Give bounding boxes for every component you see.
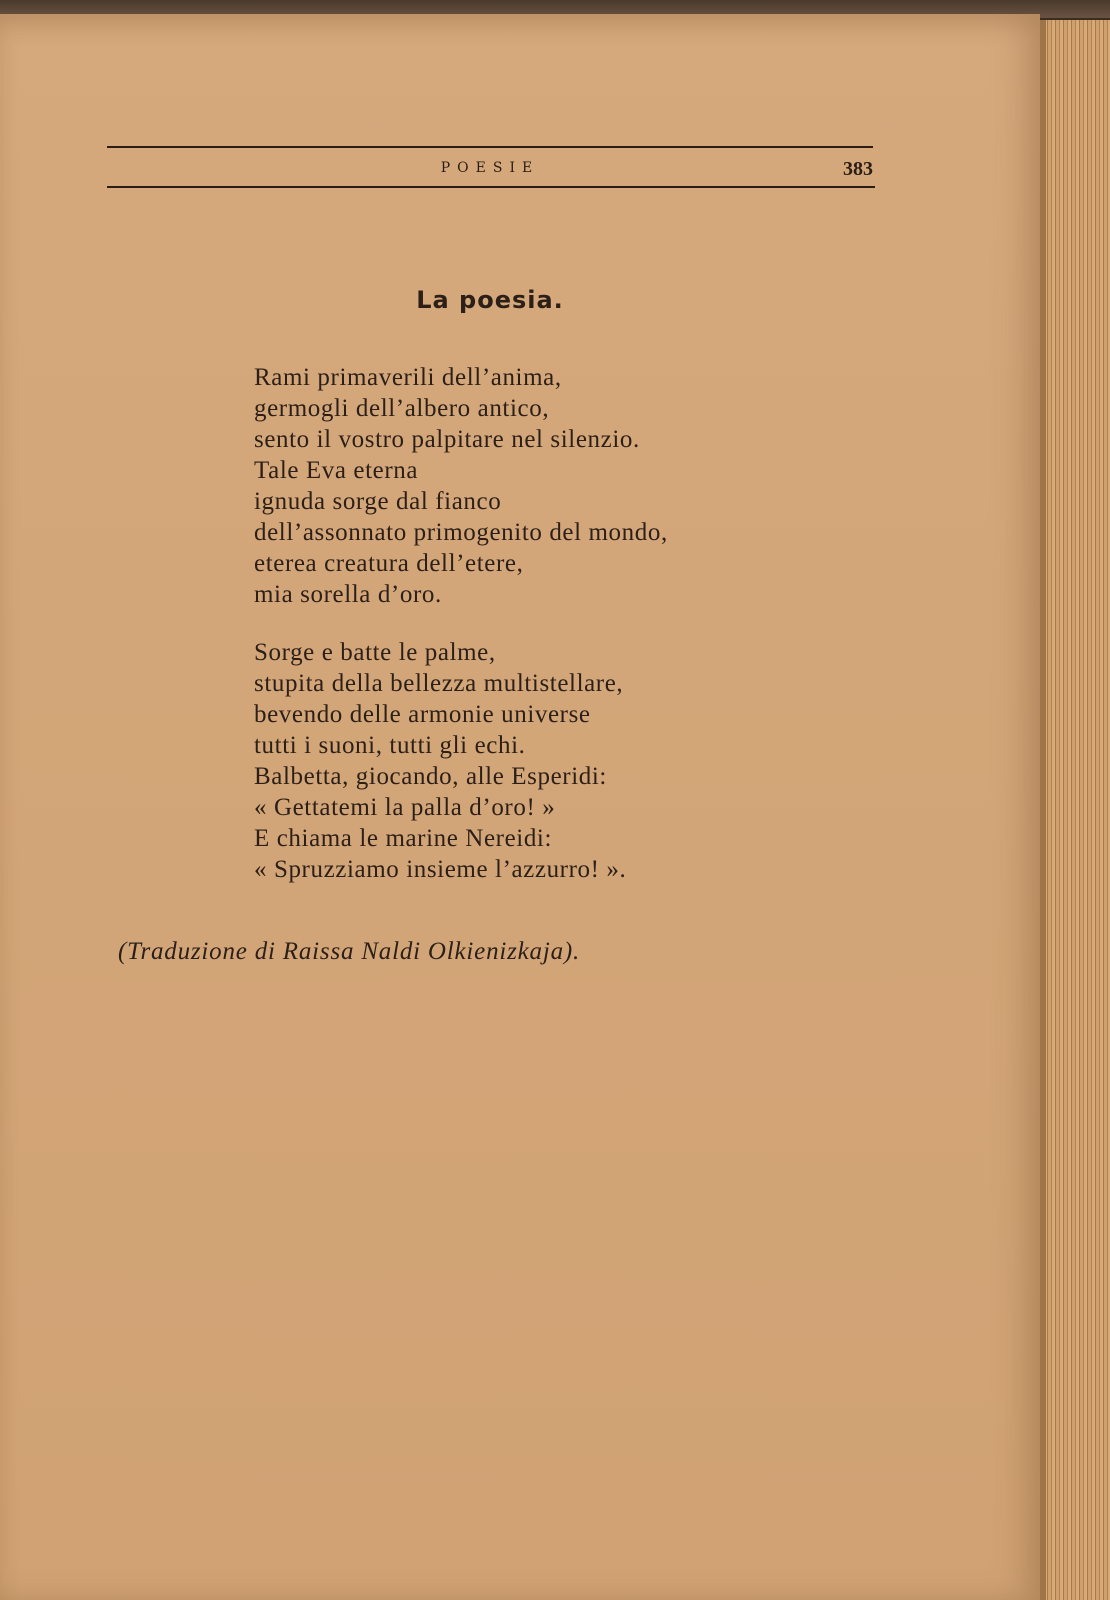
header-rule-top xyxy=(107,146,873,148)
poem-line: dell’assonnato primogenito del mondo, xyxy=(254,519,668,546)
poem-line: Tale Eva eterna xyxy=(254,457,419,484)
poem-line: eterea creatura dell’etere, xyxy=(254,550,524,577)
poem-line: Rami primaverili dell’anima, xyxy=(254,364,562,391)
header-rule-bottom xyxy=(107,186,875,188)
poem-line: bevendo delle armonie universe xyxy=(254,701,591,728)
poem-title: La poesia. xyxy=(416,286,564,314)
running-title: POESIE xyxy=(440,160,540,176)
poem-line: « Spruzziamo insieme l’azzurro! ». xyxy=(254,856,627,883)
poem-line: germogli dell’albero antico, xyxy=(254,395,550,422)
stanza-2 xyxy=(254,637,626,885)
translation-credit: (Traduzione di Raissa Naldi Olkienizkaja). xyxy=(118,938,581,965)
poem-line: sento il vostro palpitare nel silenzio. xyxy=(254,426,640,453)
poem-line: « Gettatemi la palla d’oro! » xyxy=(254,794,556,821)
running-head xyxy=(107,158,873,182)
stanza-1 xyxy=(254,362,668,610)
page-gutter-shadow xyxy=(1040,20,1046,1600)
poem-line: E chiama le marine Nereidi: xyxy=(254,825,553,852)
page-edges xyxy=(1040,20,1110,1600)
poem-line: mia sorella d’oro. xyxy=(254,581,442,608)
page-number: 383 xyxy=(843,158,873,180)
poem-line: stupita della bellezza multistellare, xyxy=(254,670,624,697)
poem-line: Sorge e batte le palme, xyxy=(254,639,496,666)
poem-line: ignuda sorge dal fianco xyxy=(254,488,502,515)
poem-line: tutti i suoni, tutti gli echi. xyxy=(254,732,526,759)
poem-line: Balbetta, giocando, alle Esperidi: xyxy=(254,763,607,790)
